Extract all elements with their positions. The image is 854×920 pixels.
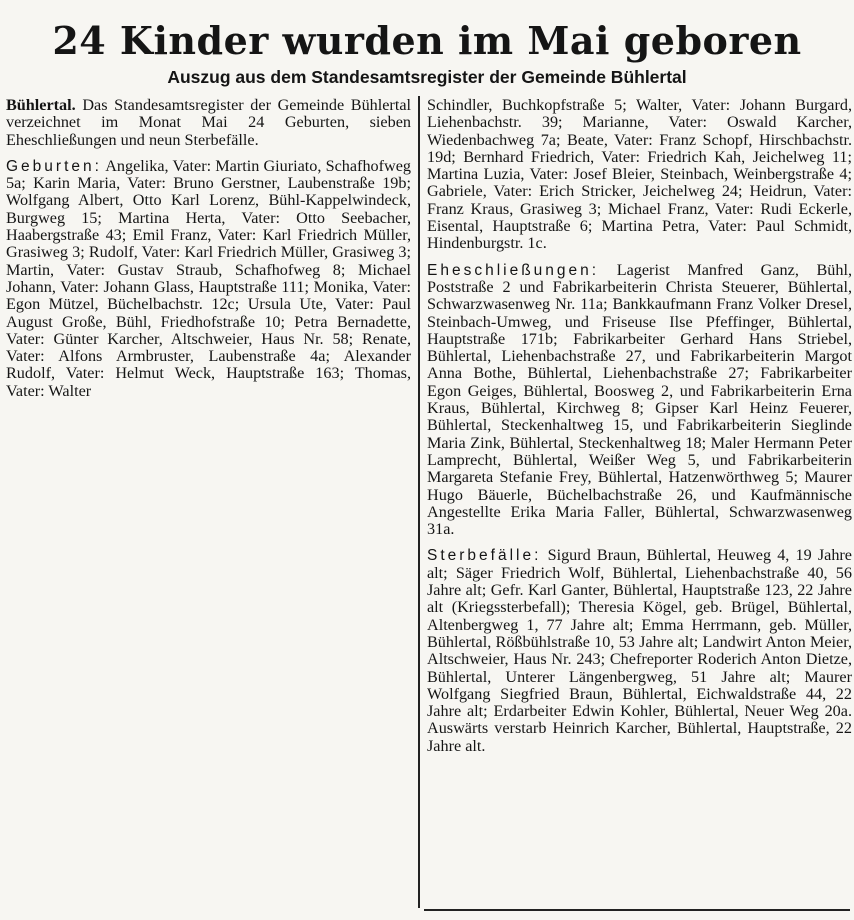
left-column [6, 97, 411, 400]
births-paragraph [6, 158, 411, 400]
intro-text: Das Standesamtsregister der Gemeinde Bühlertal verzeichnet im Monat Mai 24 Geburten, sieben Eheschließungen und neun Sterbefälle. [6, 96, 412, 149]
bottom-rule [424, 909, 850, 911]
births-text: Angelika, Vater: Martin Giuriato, Schafhofweg 5a; Karin Maria, Vater: Bruno Gerstner, Laubenstraße 19b; Wolfgang Albert, Otto Karl Lorenz, Bühl-Kappelwindeck, Burgweg 15; Martina Herta, Vater: Otto Seebacher, Haabergstraße 43; Emil Franz, Vater: Karl Friedrich Müller, Grasiweg 3; Rudolf, Vater: Karl Friedrich Müller, Grasiweg 3; Martin, Vater: Gustav Straub, Schafhofweg 8; Michael Johann, Vater: Johann Glass, Hauptstraße 111; Monika, Vater: Egon Mützel, Büchelbachstr. 12c; Ursula Ute, Vater: Paul August Große, Bühl, Friedhofstraße 10; Petra Bernadette, Vater: Günter Karcher, Altschweier, Haus Nr. 58; Renate, Vater: Alfons Armbruster, Laubenstraße 4a; Alexander Rudolf, Vater: Helmut Weck, Hauptstraße 163; Thomas, Vater: Walter [6, 156, 411, 400]
subheadline: Auszug aus dem Standesamtsregister der Gemeinde Bühlertal [167, 67, 687, 87]
births-continued-paragraph: Schindler, Buchkopfstraße 5; Walter, Vater: Johann Burgard, Liehenbachstr. 39; Marianne, Vater: Oswald Karcher, Wiedenbachweg 7a; Beate, Vater: Franz Schopf, Hirschbachstr. 19d; Bernhard Friedrich, Vater: Friedrich Kah, Jeichelweg 11; Martina Luzia, Vater: Josef Bleier, Steinbach, Weinbergstraße 4; Gabriele, Vater: Erich Stricker, Jeichelweg 24; Heidrun, Vater: Franz Kraus, Grasiweg 3; Michael Franz, Vater: Rudi Eckerle, Eisental, Hauptstraße 6; Martina Petra, Vater: Paul Schmidt, Hindenburgstr. 1c. [427, 96, 852, 253]
births-label: Geburten: [6, 157, 102, 175]
headline: 24 Kinder wurden im Mai geboren [52, 18, 802, 63]
intro-paragraph [6, 97, 411, 149]
marriages-paragraph [427, 262, 852, 539]
marriages-text: Lagerist Manfred Ganz, Bühl, Poststraße 2 und Fabrikarbeiterin Christa Steuerer, Bühlertal, Schwarzwasenweg Nr. 11a; Bankkaufmann Franz Volker Dresel, Steinbach-Umweg, und Friseuse Ilse Pfeffinger, Bühlertal, Hauptstraße 171b; Fabrikarbeiter Gerhard Hans Striebel, Bühlertal, Liehenbachstraße 27, und Fabrikarbeiterin Margot Anna Bothe, Bühlertal, Liehenbachstraße 27; Fabrikarbeiter Egon Geiges, Bühlertal, Boosweg 2, und Fabrikarbeiterin Erna Kraus, Bühlertal, Kirchweg 8; Gipser Karl Heinz Feuerer, Bühlertal, Steckenhaltweg 15, und Fabrikarbeiterin Sieglinde Maria Zink, Bühlertal, Steckenhaltweg 18; Maler Hermann Peter Lamprecht, Bühlertal, Weißer Weg 5, und Fabrikarbeiterin Margareta Stefanie Frey, Bühlertal, Hatzenwörthweg 5; Maurer Hugo Bäuerle, Büchelbachstraße 26, und Kaufmännische Angestellte Erika Maria Faller, Bühlertal, Schwarzwasenweg 31a. [427, 260, 853, 539]
column-divider [418, 96, 420, 908]
deaths-label: Sterbefälle: [427, 547, 542, 565]
marriages-label: Eheschließungen: [427, 261, 600, 279]
deaths-paragraph [427, 547, 852, 755]
deaths-text: Sigurd Braun, Bühlertal, Heuweg 4, 19 Jahre alt; Säger Friedrich Wolf, Bühlertal, Liehenbachstraße 40, 56 Jahre alt; Gefr. Karl Ganter, Bühlertal, Hauptstraße 123, 22 Jahre alt (Kriegssterbefall); Theresia Kögel, geb. Brügel, Bühlertal, Altenbergweg 1, 77 Jahre alt; Emma Herrmann, geb. Müller, Bühlertal, Rößbühlstraße 10, 53 Jahre alt; Landwirt Anton Meier, Altschweier, Haus Nr. 243; Chefreporter Roderich Anton Dietze, Bühlertal, Unterer Längenbergweg, 51 Jahre alt; Maurer Wolfgang Siegfried Braun, Bühlertal, Eichwaldstraße 44, 22 Jahre alt; Erdarbeiter Edwin Kohler, Bühlertal, Neuer Weg 20a. Auswärts verstarb Heinrich Karcher, Bühlertal, Hauptstraße, 22 Jahre alt. [427, 546, 852, 755]
dateline: Bühlertal. [6, 96, 76, 114]
right-column [427, 97, 852, 902]
